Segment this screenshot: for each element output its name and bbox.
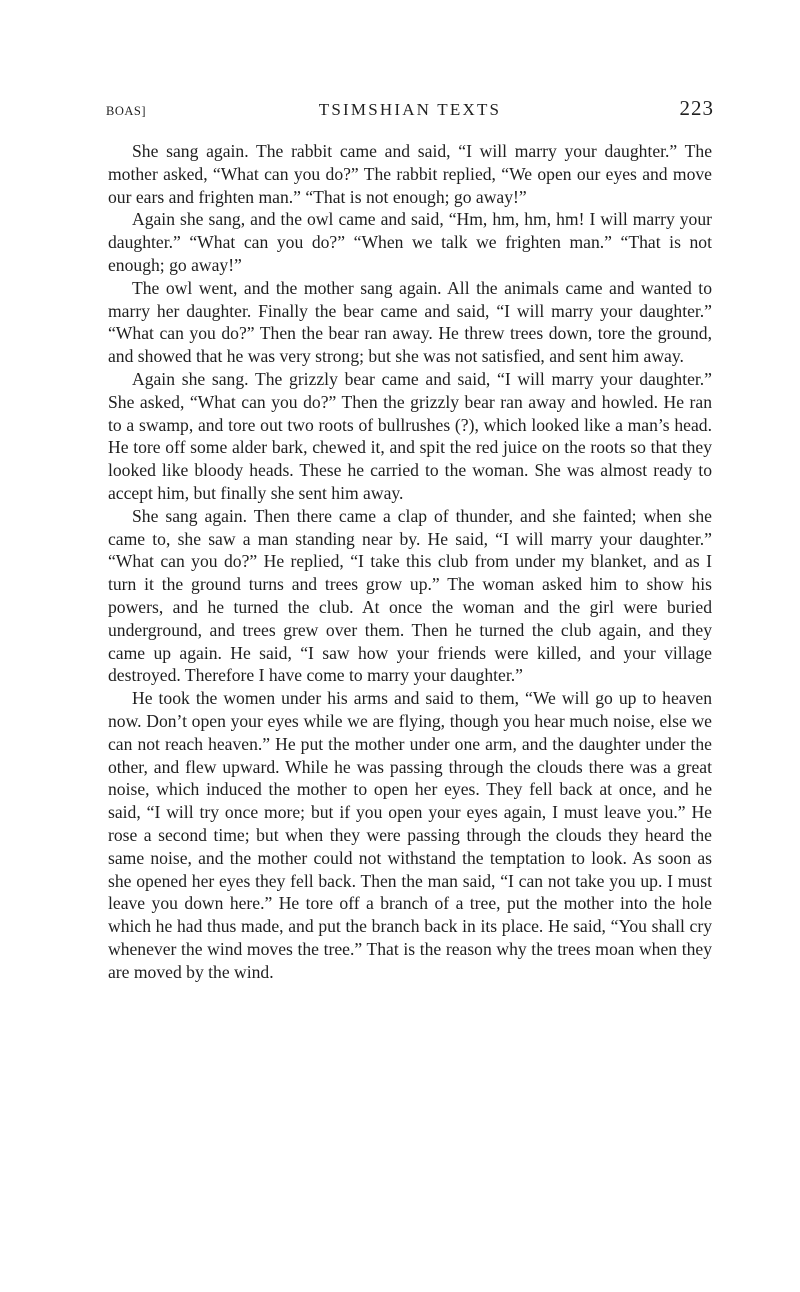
paragraph-bear: The owl went, and the mother sang again. All the animals came and wanted to marry her daughter. Finally the bear came and said, “I will marry your daughter.” “What can you do?” Then the bear ran away. He threw trees down, tore the ground, and showed that he was very strong; but she was not satisfied, and sent him away. [108,277,712,367]
paragraph-thunder: She sang again. Then there came a clap of thunder, and she fainted; when she came to, she saw a man standing near by. He said, “I will marry your daughter.” “What can you do?” He replied, “I take this club from under my blanket, and as I turn it the ground turns and trees grow up.” The woman asked him to show his powers, and he turned the club. At once the woman and the girl were buried underground, and trees grew over them. Then he turned the club again, and they came up again. He said, “I saw how your friends were killed, and your village destroyed. Therefore I have come to marry your daughter.” [108,505,712,686]
author-mark: BOAS] [106,104,147,118]
paragraph-owl: Again she sang, and the owl came and said, “Hm, hm, hm, hm! I will marry your daughter.” “What can you do?” “When we talk we frighten man.” “That is not enough; go away!” [108,209,712,275]
paragraph-heaven: He took the women under his arms and said to them, “We will go up to heaven now. Don’t open your eyes while we are flying, though you hear much noise, else we can not reach heaven.” He put the mother under one arm, and the daughter under the other, and flew upward. While he was passing through the clouds there was a great noise, which induced the mother to open her eyes. They fell back at once, and he said, “I will try once more; but if you open your eyes again, I must leave you.” He rose a second time; but when they were passing through the clouds they heard the same noise, and the mother could not withstand the temptation to look. As soon as she opened her eyes they fell back. Then the man said, “I can not take you up. I must leave you down here.” He tore off a branch of a tree, put the mother into the hole which he had thus made, and put the branch back in its place. He said, “You shall cry whenever the wind moves the tree.” That is the reason why the trees moan when they are moved by the wind. [108,688,712,982]
running-head [106,96,714,126]
body-text [108,140,712,983]
book-title: TSIMSHIAN TEXTS [318,100,502,119]
paragraph-grizzly-bear: Again she sang. The grizzly bear came and said, “I will marry your daughter.” She asked, “What can you do?” Then the grizzly bear ran away and howled. He ran to a swamp, and tore out two roots of bullrushes (?), which looked like a man’s head. He tore off some alder bark, chewed it, and spit the red juice on the roots so that they looked like bloody heads. These he carried to the woman. She was almost ready to accept him, but finally she sent him away. [108,368,712,503]
page-number: 223 [679,96,714,120]
paragraph-rabbit: She sang again. The rabbit came and said, “I will marry your daughter.” The mother asked, “What can you do?” The rabbit replied, “We open our eyes and move our ears and frighten man.” “That is not enough; go away!” [108,141,712,207]
